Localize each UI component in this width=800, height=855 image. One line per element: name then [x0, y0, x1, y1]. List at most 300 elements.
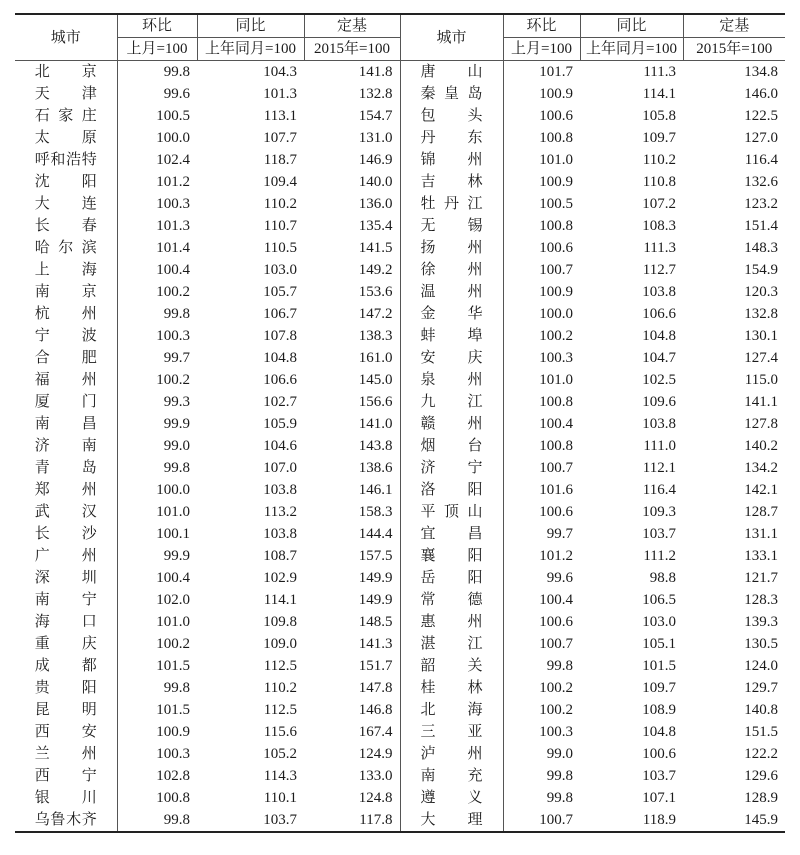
mom-cell-left: 99.3 — [163, 394, 190, 410]
header-fixed-base-left: 2015年=100 — [304, 38, 400, 61]
city-cell-left — [15, 655, 117, 677]
city-name: 惠州 — [420, 614, 483, 630]
city-cell-right — [400, 699, 503, 721]
city-name: 济宁 — [420, 460, 483, 476]
header-fixed-left: 定基 — [304, 14, 400, 38]
mom-cell-right: 100.3 — [539, 350, 573, 366]
city-name: 济南 — [34, 438, 97, 454]
yoy-cell-right: 112.1 — [642, 460, 676, 476]
fixed-cell-right: 132.6 — [744, 174, 778, 190]
header-mom-right: 环比 — [503, 14, 580, 38]
mom-cell-right: 100.6 — [539, 504, 573, 520]
mom-cell-right: 99.8 — [546, 658, 573, 674]
fixed-cell-right: 140.8 — [744, 702, 778, 718]
city-cell-right — [400, 435, 503, 457]
city-name: 哈尔滨 — [34, 240, 97, 256]
header-yoy-base-left: 上年同月=100 — [197, 38, 304, 61]
city-cell-right — [400, 765, 503, 787]
fixed-cell-right: 134.2 — [744, 460, 778, 476]
city-cell-right — [400, 611, 503, 633]
city-cell-left — [15, 589, 117, 611]
mom-cell-right: 101.7 — [539, 64, 573, 80]
mom-cell-right: 100.2 — [539, 702, 573, 718]
table-row — [15, 171, 785, 193]
city-cell-left — [15, 369, 117, 391]
fixed-cell-right: 154.9 — [744, 262, 778, 278]
yoy-cell-right: 109.7 — [642, 130, 676, 146]
fixed-cell-left: 124.9 — [304, 743, 400, 765]
fixed-cell-right: 132.8 — [744, 306, 778, 322]
table-row — [15, 237, 785, 259]
mom-cell-right: 101.0 — [539, 372, 573, 388]
table-row — [15, 545, 785, 567]
yoy-cell-left: 104.6 — [263, 438, 297, 454]
mom-cell-right: 100.6 — [539, 108, 573, 124]
fixed-cell-right: 140.2 — [744, 438, 778, 454]
mom-cell-right: 100.7 — [539, 636, 573, 652]
yoy-cell-right: 109.7 — [642, 680, 676, 696]
city-cell-right — [400, 281, 503, 303]
fixed-cell-left: 145.0 — [304, 369, 400, 391]
yoy-cell-left: 113.2 — [263, 504, 297, 520]
yoy-cell-left: 115.6 — [263, 724, 297, 740]
city-name: 三亚 — [420, 724, 483, 740]
city-cell-left — [15, 391, 117, 413]
fixed-cell-right: 129.6 — [744, 768, 778, 784]
city-name: 秦皇岛 — [420, 86, 483, 102]
yoy-cell-left: 103.0 — [263, 262, 297, 278]
fixed-cell-left: 117.8 — [304, 809, 400, 832]
yoy-cell-left: 112.5 — [263, 658, 297, 674]
table-row — [15, 633, 785, 655]
yoy-cell-left: 104.3 — [263, 64, 297, 80]
mom-cell-left: 100.0 — [156, 130, 190, 146]
table-row — [15, 501, 785, 523]
city-cell-right — [400, 655, 503, 677]
mom-cell-left: 100.3 — [156, 196, 190, 212]
city-name: 乌鲁木齐 — [34, 812, 97, 828]
mom-cell-right: 99.7 — [546, 526, 573, 542]
city-name: 沈阳 — [34, 174, 97, 190]
city-name: 广州 — [34, 548, 97, 564]
city-name: 太原 — [34, 130, 97, 146]
mom-cell-left: 99.9 — [163, 416, 190, 432]
city-cell-right — [400, 589, 503, 611]
fixed-cell-right: 115.0 — [744, 372, 778, 388]
city-cell-left — [15, 237, 117, 259]
table-row — [15, 589, 785, 611]
city-name: 九江 — [420, 394, 483, 410]
city-name: 唐山 — [420, 64, 483, 80]
fixed-cell-left: 158.3 — [304, 501, 400, 523]
yoy-cell-left: 106.6 — [263, 372, 297, 388]
mom-cell-left: 100.8 — [156, 790, 190, 806]
fixed-cell-right: 127.4 — [744, 350, 778, 366]
mom-cell-right: 100.8 — [539, 394, 573, 410]
city-cell-left — [15, 193, 117, 215]
city-cell-right — [400, 809, 503, 832]
yoy-cell-right: 105.8 — [642, 108, 676, 124]
table-row — [15, 655, 785, 677]
header-row-groups — [15, 14, 785, 38]
city-cell-left — [15, 171, 117, 193]
yoy-cell-left: 109.0 — [263, 636, 297, 652]
table-body — [15, 61, 785, 833]
city-name: 宜昌 — [420, 526, 483, 542]
yoy-cell-right: 101.5 — [642, 658, 676, 674]
mom-cell-right: 100.7 — [539, 262, 573, 278]
table-row — [15, 303, 785, 325]
mom-cell-right: 100.8 — [539, 218, 573, 234]
yoy-cell-left: 118.7 — [263, 152, 297, 168]
price-index-table — [15, 13, 785, 833]
mom-cell-left: 101.2 — [156, 174, 190, 190]
yoy-cell-right: 118.9 — [580, 809, 683, 832]
mom-cell-left: 100.1 — [156, 526, 190, 542]
mom-cell-right: 101.0 — [539, 152, 573, 168]
yoy-cell-right: 111.3 — [643, 240, 676, 256]
fixed-cell-left: 157.5 — [304, 545, 400, 567]
fixed-cell-right: 130.5 — [744, 636, 778, 652]
fixed-cell-left: 132.8 — [304, 83, 400, 105]
city-name: 岳阳 — [420, 570, 483, 586]
city-cell-right — [400, 127, 503, 149]
table-row — [15, 413, 785, 435]
fixed-cell-left: 151.7 — [304, 655, 400, 677]
table-row — [15, 567, 785, 589]
city-name: 郑州 — [34, 482, 97, 498]
yoy-cell-right: 110.2 — [642, 152, 676, 168]
fixed-cell-right: 131.1 — [744, 526, 778, 542]
mom-cell-left: 100.2 — [156, 284, 190, 300]
city-name: 长春 — [34, 218, 97, 234]
mom-cell-left: 101.4 — [156, 240, 190, 256]
mom-cell-right: 100.7 — [503, 809, 580, 832]
city-cell-left — [15, 413, 117, 435]
fixed-cell-left: 146.9 — [304, 149, 400, 171]
city-cell-left — [15, 809, 117, 832]
city-cell-left — [15, 545, 117, 567]
yoy-cell-right: 102.5 — [642, 372, 676, 388]
city-cell-right — [400, 369, 503, 391]
fixed-cell-right: 121.7 — [744, 570, 778, 586]
city-cell-right — [400, 193, 503, 215]
city-cell-right — [400, 787, 503, 809]
mom-cell-left: 100.9 — [156, 724, 190, 740]
city-cell-left — [15, 501, 117, 523]
city-cell-right — [400, 61, 503, 84]
fixed-cell-left: 141.5 — [304, 237, 400, 259]
table-header — [15, 14, 785, 61]
city-name: 天津 — [34, 86, 97, 102]
yoy-cell-right: 103.7 — [642, 526, 676, 542]
fixed-cell-right: 127.8 — [744, 416, 778, 432]
table-row — [15, 809, 785, 832]
header-mom-left: 环比 — [117, 14, 197, 38]
header-yoy-base-right: 上年同月=100 — [580, 38, 683, 61]
table-row — [15, 105, 785, 127]
yoy-cell-left: 110.5 — [263, 240, 297, 256]
header-fixed-right: 定基 — [683, 14, 785, 38]
fixed-cell-left: 143.8 — [304, 435, 400, 457]
city-cell-right — [400, 325, 503, 347]
table-row — [15, 435, 785, 457]
table-row — [15, 611, 785, 633]
city-name: 大理 — [420, 812, 483, 828]
yoy-cell-left: 110.7 — [263, 218, 297, 234]
mom-cell-right: 100.9 — [539, 86, 573, 102]
fixed-cell-left: 131.0 — [304, 127, 400, 149]
yoy-cell-left: 102.7 — [263, 394, 297, 410]
fixed-cell-left: 141.3 — [304, 633, 400, 655]
city-name: 襄阳 — [420, 548, 483, 564]
table-row — [15, 743, 785, 765]
mom-cell-left: 102.0 — [156, 592, 190, 608]
mom-cell-right: 100.3 — [539, 724, 573, 740]
city-name: 南充 — [420, 768, 483, 784]
city-name: 贵阳 — [34, 680, 97, 696]
city-name: 赣州 — [420, 416, 483, 432]
fixed-cell-left: 141.0 — [304, 413, 400, 435]
fixed-cell-left: 154.7 — [304, 105, 400, 127]
city-name: 扬州 — [420, 240, 483, 256]
city-cell-right — [400, 303, 503, 325]
mom-cell-left: 99.8 — [163, 680, 190, 696]
city-cell-left — [15, 105, 117, 127]
yoy-cell-right: 112.7 — [642, 262, 676, 278]
mom-cell-left: 101.3 — [156, 218, 190, 234]
city-name: 北海 — [420, 702, 483, 718]
fixed-cell-right: 123.2 — [744, 196, 778, 212]
city-cell-right — [400, 149, 503, 171]
city-cell-left — [15, 787, 117, 809]
city-name: 重庆 — [34, 636, 97, 652]
fixed-cell-left: 135.4 — [304, 215, 400, 237]
mom-cell-left: 99.0 — [163, 438, 190, 454]
table-row — [15, 787, 785, 809]
fixed-cell-right: 122.5 — [744, 108, 778, 124]
yoy-cell-right: 105.1 — [642, 636, 676, 652]
city-cell-left — [15, 281, 117, 303]
city-name: 深圳 — [34, 570, 97, 586]
mom-cell-right: 100.2 — [539, 328, 573, 344]
fixed-cell-right: 116.4 — [744, 152, 778, 168]
yoy-cell-left: 108.7 — [263, 548, 297, 564]
city-cell-left — [15, 259, 117, 281]
yoy-cell-right: 111.0 — [643, 438, 676, 454]
mom-cell-left: 99.8 — [163, 64, 190, 80]
yoy-cell-right: 109.3 — [642, 504, 676, 520]
yoy-cell-right: 104.7 — [642, 350, 676, 366]
mom-cell-left: 99.8 — [163, 460, 190, 476]
yoy-cell-right: 98.8 — [649, 570, 676, 586]
yoy-cell-right: 106.6 — [642, 306, 676, 322]
table-row — [15, 83, 785, 105]
mom-cell-right: 101.6 — [539, 482, 573, 498]
yoy-cell-left: 110.1 — [263, 790, 297, 806]
fixed-cell-right: 148.3 — [744, 240, 778, 256]
city-cell-left — [15, 61, 117, 84]
city-cell-right — [400, 391, 503, 413]
mom-cell-left: 102.4 — [156, 152, 190, 168]
city-name: 安庆 — [420, 350, 483, 366]
yoy-cell-left: 104.8 — [263, 350, 297, 366]
yoy-cell-right: 103.8 — [642, 284, 676, 300]
table-row — [15, 281, 785, 303]
city-cell-right — [400, 215, 503, 237]
yoy-cell-right: 104.8 — [642, 328, 676, 344]
city-name: 昆明 — [34, 702, 97, 718]
city-name: 泸州 — [420, 746, 483, 762]
city-name: 韶关 — [420, 658, 483, 674]
city-name: 海口 — [34, 614, 97, 630]
mom-cell-left: 100.4 — [156, 262, 190, 278]
mom-cell-left: 100.4 — [156, 570, 190, 586]
city-name: 长沙 — [34, 526, 97, 542]
fixed-cell-right: 146.0 — [744, 86, 778, 102]
yoy-cell-right: 103.8 — [642, 416, 676, 432]
city-name: 遵义 — [420, 790, 483, 806]
fixed-cell-right: 142.1 — [744, 482, 778, 498]
yoy-cell-right: 108.9 — [642, 702, 676, 718]
mom-cell-right: 101.2 — [539, 548, 573, 564]
yoy-cell-right: 104.8 — [642, 724, 676, 740]
table-row — [15, 369, 785, 391]
table-row — [15, 149, 785, 171]
mom-cell-left: 101.0 — [156, 504, 190, 520]
mom-cell-left: 99.8 — [117, 809, 197, 832]
fixed-cell-left: 146.8 — [304, 699, 400, 721]
city-cell-left — [15, 611, 117, 633]
fixed-cell-left: 149.2 — [304, 259, 400, 281]
city-cell-right — [400, 633, 503, 655]
yoy-cell-right: 116.4 — [642, 482, 676, 498]
yoy-cell-left: 109.4 — [263, 174, 297, 190]
mom-cell-right: 100.8 — [539, 130, 573, 146]
mom-cell-left: 100.3 — [156, 328, 190, 344]
city-name: 蚌埠 — [420, 328, 483, 344]
city-cell-right — [400, 171, 503, 193]
city-name: 杭州 — [34, 306, 97, 322]
city-name: 厦门 — [34, 394, 97, 410]
city-name: 湛江 — [420, 636, 483, 652]
city-cell-left — [15, 721, 117, 743]
yoy-cell-left: 110.2 — [263, 680, 297, 696]
mom-cell-right: 99.6 — [546, 570, 573, 586]
fixed-cell-right: 129.7 — [744, 680, 778, 696]
yoy-cell-left: 106.7 — [263, 306, 297, 322]
fixed-cell-left: 124.8 — [304, 787, 400, 809]
header-yoy-left: 同比 — [197, 14, 304, 38]
fixed-cell-right: 128.9 — [744, 790, 778, 806]
header-mom-base-right: 上月=100 — [503, 38, 580, 61]
mom-cell-right: 100.9 — [539, 174, 573, 190]
yoy-cell-right: 114.1 — [642, 86, 676, 102]
mom-cell-right: 100.2 — [539, 680, 573, 696]
city-name: 金华 — [420, 306, 483, 322]
city-cell-left — [15, 479, 117, 501]
fixed-cell-left: 144.4 — [304, 523, 400, 545]
mom-cell-left: 99.7 — [163, 350, 190, 366]
yoy-cell-left: 113.1 — [263, 108, 297, 124]
fixed-cell-right: 141.1 — [744, 394, 778, 410]
mom-cell-right: 100.4 — [539, 416, 573, 432]
fixed-cell-left: 147.8 — [304, 677, 400, 699]
city-cell-left — [15, 83, 117, 105]
city-cell-right — [400, 347, 503, 369]
fixed-cell-right: 139.3 — [744, 614, 778, 630]
table-row — [15, 721, 785, 743]
mom-cell-right: 100.8 — [539, 438, 573, 454]
city-cell-left — [15, 699, 117, 721]
city-name: 兰州 — [34, 746, 97, 762]
city-name: 宁波 — [34, 328, 97, 344]
yoy-cell-left: 102.9 — [263, 570, 297, 586]
yoy-cell-left: 103.8 — [263, 482, 297, 498]
header-city-right: 城市 — [400, 14, 503, 61]
mom-cell-right: 100.7 — [539, 460, 573, 476]
table-row — [15, 479, 785, 501]
fixed-cell-left: 140.0 — [304, 171, 400, 193]
yoy-cell-left: 114.1 — [263, 592, 297, 608]
fixed-cell-left: 149.9 — [304, 589, 400, 611]
mom-cell-right: 99.0 — [546, 746, 573, 762]
city-name: 福州 — [34, 372, 97, 388]
fixed-cell-left: 148.5 — [304, 611, 400, 633]
yoy-cell-right: 111.3 — [643, 64, 676, 80]
fixed-cell-left: 138.6 — [304, 457, 400, 479]
header-yoy-right: 同比 — [580, 14, 683, 38]
city-cell-left — [15, 149, 117, 171]
city-name: 银川 — [34, 790, 97, 806]
table-row — [15, 215, 785, 237]
city-cell-right — [400, 545, 503, 567]
table-row — [15, 61, 785, 84]
mom-cell-left: 101.5 — [156, 658, 190, 674]
city-name: 南昌 — [34, 416, 97, 432]
yoy-cell-right: 100.6 — [642, 746, 676, 762]
yoy-cell-left: 114.3 — [263, 768, 297, 784]
city-cell-left — [15, 303, 117, 325]
fixed-cell-right: 120.3 — [744, 284, 778, 300]
mom-cell-left: 100.2 — [156, 636, 190, 652]
header-city-left: 城市 — [15, 14, 117, 61]
yoy-cell-right: 108.3 — [642, 218, 676, 234]
city-name: 桂林 — [420, 680, 483, 696]
yoy-cell-left: 105.7 — [263, 284, 297, 300]
city-cell-right — [400, 83, 503, 105]
table-row — [15, 259, 785, 281]
fixed-cell-right: 122.2 — [744, 746, 778, 762]
fixed-cell-left: 147.2 — [304, 303, 400, 325]
city-cell-left — [15, 215, 117, 237]
table-row — [15, 325, 785, 347]
mom-cell-right: 100.4 — [539, 592, 573, 608]
city-name: 石家庄 — [34, 108, 97, 124]
yoy-cell-left: 107.7 — [263, 130, 297, 146]
fixed-cell-left: 138.3 — [304, 325, 400, 347]
city-cell-right — [400, 743, 503, 765]
city-name: 上海 — [34, 262, 97, 278]
fixed-cell-right: 151.5 — [744, 724, 778, 740]
yoy-cell-left: 107.8 — [263, 328, 297, 344]
city-cell-left — [15, 325, 117, 347]
city-cell-right — [400, 677, 503, 699]
mom-cell-left: 100.0 — [156, 482, 190, 498]
yoy-cell-right: 111.2 — [643, 548, 676, 564]
city-cell-right — [400, 501, 503, 523]
fixed-cell-right: 145.9 — [683, 809, 785, 832]
